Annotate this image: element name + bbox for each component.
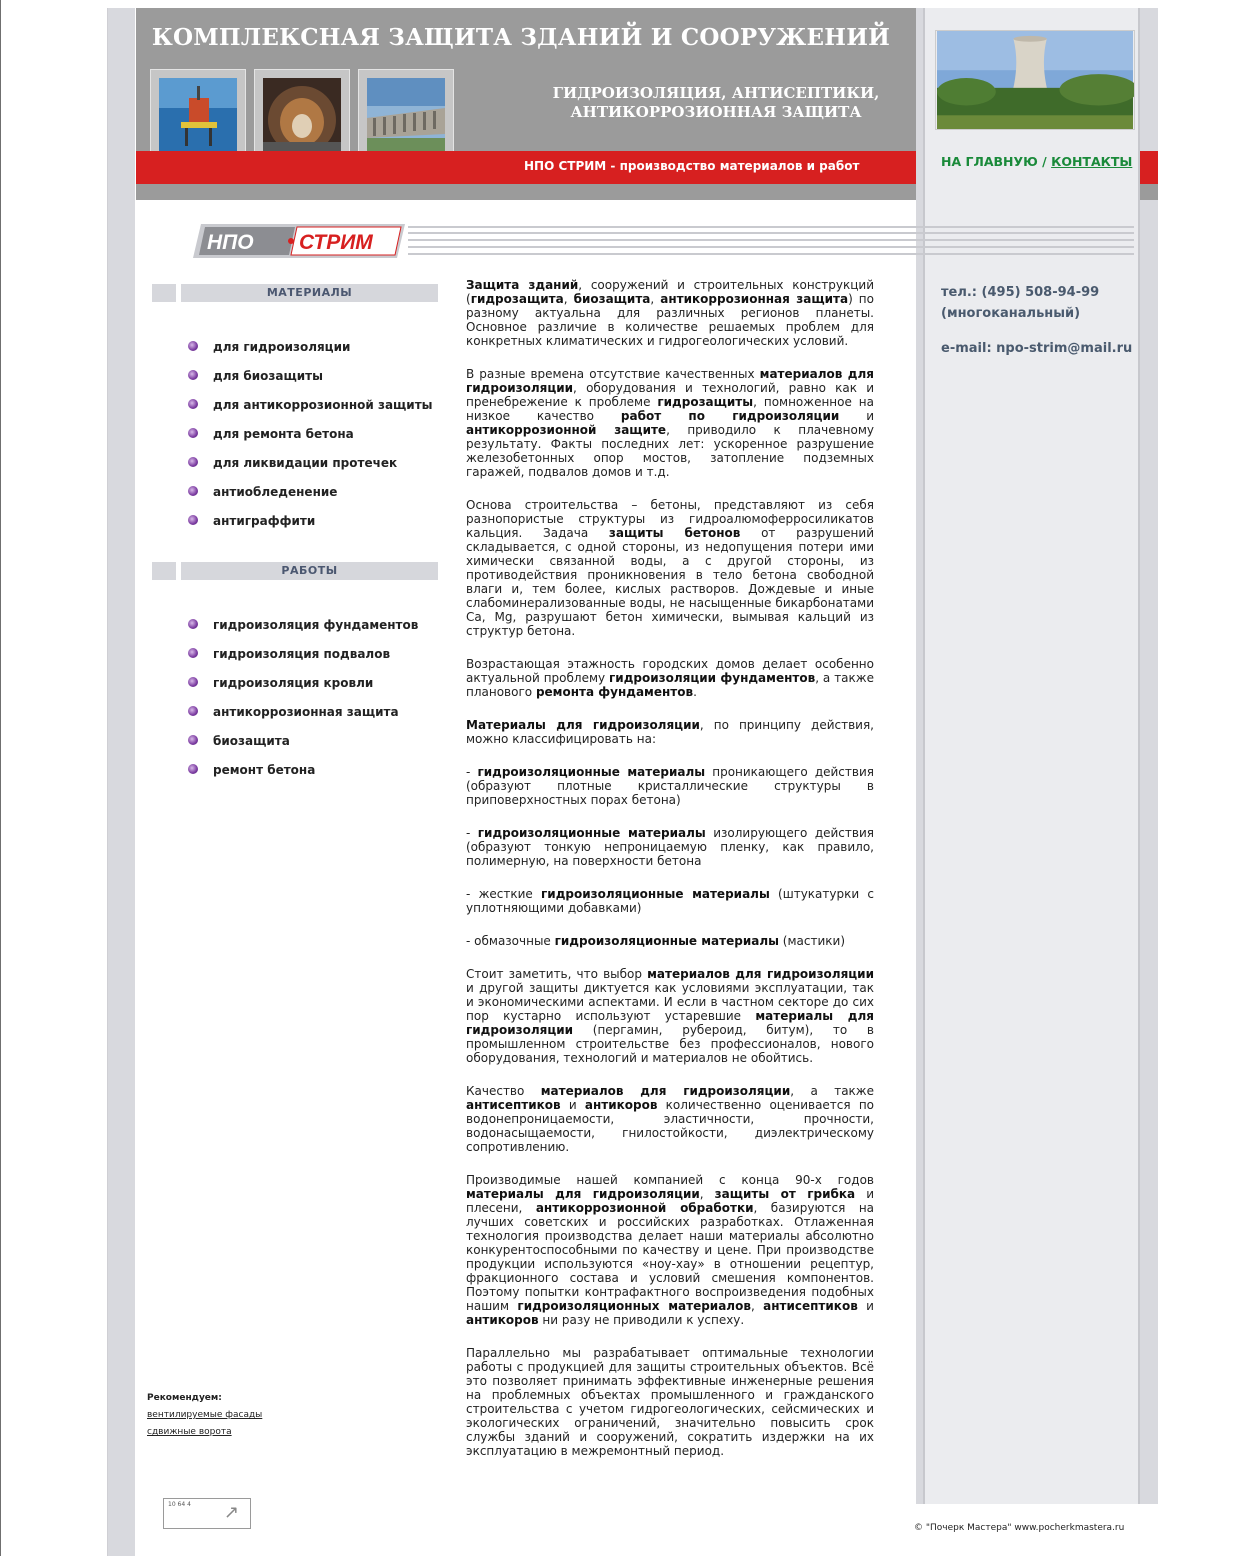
contacts-block (941, 282, 1132, 359)
nav-separator: / (1042, 154, 1047, 169)
bullet-icon (188, 764, 198, 774)
logo-rule-2 (408, 232, 1134, 234)
recommend-link-gates[interactable]: сдвижные ворота (147, 1427, 232, 1437)
materials-item[interactable] (188, 455, 433, 484)
tunnel-image (263, 78, 341, 156)
subtitle-line-2: АНТИКОРРОЗИОННАЯ ЗАЩИТА (570, 103, 862, 121)
works-item[interactable] (188, 704, 418, 733)
page-frame (107, 8, 1157, 1556)
nav-home-link[interactable]: НА ГЛАВНУЮ (941, 154, 1038, 169)
article-paragraph: - обмазочные гидроизоляционные материалы (мастики) (466, 934, 846, 948)
article-paragraph: Стоит заметить, что выбор материалов для гидроизоляции и другой защиты диктуется как условиями эксплуатации, так и экономическими аспектами. И если в частном секторе до сих пор кустарно используют устаревшие материалы для гидроизоляции (пергамин, рубероид, битум), то в промышленном строительстве без профессионалов, нового оборудования, технологий и материалов не обойтись. (466, 967, 874, 1065)
bullet-icon (188, 457, 198, 467)
bullet-icon (188, 428, 198, 438)
works-item-label[interactable]: антикоррозионная защита (213, 705, 399, 719)
bullet-icon (188, 648, 198, 658)
red-bar-tail (1140, 151, 1158, 184)
article-paragraph: Возрастающая этажность городских домов делает особенно актуальной проблему гидроизоляции фундаментов, а также планового ремонта фундаментов. (466, 657, 874, 699)
top-navigation (941, 154, 1132, 169)
bullet-icon (188, 706, 198, 716)
bullet-icon (188, 341, 198, 351)
oil-platform-image (159, 78, 237, 156)
svg-text:НПО: НПО (207, 231, 254, 254)
works-heading (152, 562, 438, 580)
materials-heading-label: МАТЕРИАЛЫ (181, 284, 438, 302)
works-item[interactable] (188, 762, 418, 791)
works-item-label[interactable]: биозащита (213, 734, 290, 748)
bullet-icon (188, 486, 198, 496)
article-paragraph: Качество материалов для гидроизоляции, а также антисептиков и антикоров количественно оценивается по водонепроницаемости, эластичности, прочности, водонасыщаемости, гнилостойкости, диэлектрическому сопротивлению. (466, 1084, 874, 1154)
recommend-block (147, 1390, 262, 1441)
materials-menu (188, 339, 433, 542)
nav-contacts-link[interactable]: КОНТАКТЫ (1051, 154, 1133, 169)
materials-item-label[interactable]: антиграффити (213, 514, 316, 528)
materials-item-label[interactable]: для антикоррозионной защиты (213, 398, 433, 412)
works-menu (188, 617, 418, 791)
works-item-label[interactable]: гидроизоляция фундаментов (213, 618, 419, 632)
subtitle-line-1: ГИДРОИЗОЛЯЦИЯ, АНТИСЕПТИКИ, (552, 84, 880, 102)
materials-item[interactable] (188, 339, 433, 368)
works-item[interactable] (188, 646, 418, 675)
header-bottom-band (136, 184, 916, 200)
works-heading-stub (152, 562, 176, 580)
site-title: КОМПЛЕКСНАЯ ЗАЩИТА ЗДАНИЙ И СООРУЖЕНИЙ (151, 24, 891, 51)
materials-item-label[interactable]: для гидроизоляции (213, 340, 351, 354)
bullet-icon (188, 619, 198, 629)
article-paragraph: - гидроизоляционные материалы проникающего действия (образуют плотные кристаллические структуры в приповерхностных порах бетона) (466, 765, 874, 807)
visit-counter[interactable] (163, 1498, 251, 1529)
email-address[interactable]: e-mail: npo-strim@mail.ru (941, 341, 1133, 356)
article-paragraph: Защита зданий, сооружений и строительных конструкций (гидрозащита, биозащита, антикоррозионная защита) по разному актуальна для различных регионов планеты. Основное различие в количестве решаемых проблем для конкретных климатических и гидрогеологических условий. (466, 278, 874, 348)
article-paragraph: Производимые нашей компанией с конца 90-х годов материалы для гидроизоляции, защиты от грибка и плесени, антикоррозионной обработки, базируются на лучших советских и российских разработках. Отлаженная технология производства делает наши материалы абсолютно конкурентоспособными по качеству и цене. При производстве продукции используются «ноу-хау» в отношении рецептур, фракционного состава и условий смешения компонентов. Поэтому попытки контрафактного воспроизведения подобных нашим гидроизоляционных материалов, антисептиков и антикоров ни разу не приводили к успеху. (466, 1173, 875, 1327)
logo-rule-4 (408, 246, 1134, 248)
materials-item[interactable] (188, 397, 433, 426)
tagline: НПО СТРИМ - производство материалов и работ (524, 159, 860, 173)
materials-item-label[interactable]: антиобледенение (213, 485, 338, 499)
header-banner (136, 8, 916, 200)
bullet-icon (188, 677, 198, 687)
materials-heading-stub (152, 284, 176, 302)
logo-rule-3 (408, 239, 1134, 241)
arrow-up-right-icon: ↗ (224, 1502, 240, 1523)
article-paragraph: В разные времена отсутствие качественных материалов для гидроизоляции, оборудования и технологий, равно как и пренебрежение к проблеме гидрозащиты, помноженное на низкое качество работ по гидроизоляции и антикоррозионной защите, приводило к плачевному результату. Факты последних лет: ускоренное разрушение железобетонных опор мостов, затопление подземных гаражей, подвалов домов и т.д. (466, 367, 874, 479)
svg-text:СТРИМ: СТРИМ (299, 231, 373, 254)
main-article (466, 278, 874, 1477)
article-paragraph: Материалы для гидроизоляции, по принципу действия, можно классифицировать на: (466, 718, 874, 746)
logo-rule-5 (408, 253, 1134, 255)
npo-strim-logo[interactable] (193, 224, 405, 258)
materials-item[interactable] (188, 368, 433, 397)
works-item[interactable] (188, 617, 418, 646)
materials-heading (152, 284, 438, 302)
dam-image (367, 78, 445, 156)
article-paragraph: - жесткие гидроизоляционные материалы (штукатурки с уплотняющими добавками) (466, 887, 875, 915)
bullet-icon (188, 370, 198, 380)
red-tagline-bar (136, 151, 916, 184)
materials-item[interactable] (188, 426, 433, 455)
left-strip (108, 8, 135, 1556)
copyright-notice: © "Почерк Мастера" www.pocherkmastera.ru (914, 1523, 1125, 1533)
materials-item-label[interactable]: для ремонта бетона (213, 427, 354, 441)
article-paragraph: - гидроизоляционные материалы изолирующего действия (образуют тонкую непроницаемую пленку, как правило, полимерную, на поверхности бетона (466, 826, 874, 868)
header-subtitle (506, 84, 926, 122)
materials-item-label[interactable]: для биозащиты (213, 369, 323, 383)
bullet-icon (188, 399, 198, 409)
works-item[interactable] (188, 675, 418, 704)
bullet-icon (188, 515, 198, 525)
materials-item-label[interactable]: для ликвидации протечек (213, 456, 398, 470)
works-item-label[interactable]: гидроизоляция подвалов (213, 647, 391, 661)
materials-item[interactable] (188, 513, 433, 542)
works-item-label[interactable]: гидроизоляция кровли (213, 676, 374, 690)
bullet-icon (188, 735, 198, 745)
materials-item[interactable] (188, 484, 433, 513)
works-item-label[interactable]: ремонт бетона (213, 763, 316, 777)
logo-rule-1 (408, 226, 1134, 228)
phone-note: (многоканальный) (941, 306, 1081, 321)
recommend-label: Рекомендуем: (147, 1393, 222, 1403)
works-heading-label: РАБОТЫ (181, 562, 438, 580)
grey-band-tail (1140, 184, 1158, 200)
recommend-link-facades[interactable]: вентилируемые фасады (147, 1410, 263, 1420)
page-left-outline (0, 0, 1, 1556)
works-item[interactable] (188, 733, 418, 762)
article-paragraph: Основа строительства – бетоны, представляют из себя разнопористые структуры из гидроалюмоферросиликатов кальция. Задача защиты бетонов от разрушений складывается, с одной стороны, из недопущения потери ими химически связанной воды, а с другой стороны, из противодействия проникновения в тело бетона свободной влаги и, тем более, кислых растворов. Дождевые и иные слабоминерализованные воды, не насыщенные бикарбонатами Ca, Mg, разрушают бетон химически, вымывая кальций из структур бетона. (466, 498, 874, 638)
counter-digits: 10 64 4 (168, 1501, 191, 1508)
cooling-tower-photo (935, 30, 1135, 130)
phone-number: тел.: (495) 508-94-99 (941, 285, 1100, 300)
article-paragraph: Параллельно мы разрабатывает оптимальные технологии работы с продукцией для защиты строительных объектов. Всё это позволяет принимать эффективные инженерные решения на проблемных объектах промышленного и гражданского строительства с учетом гидрогеологических, сейсмических и экологических ограничений, значительно повысить срок службы зданий и сооружений, сократить издержки на их эксплуатацию в межремонтный период. (466, 1346, 874, 1458)
